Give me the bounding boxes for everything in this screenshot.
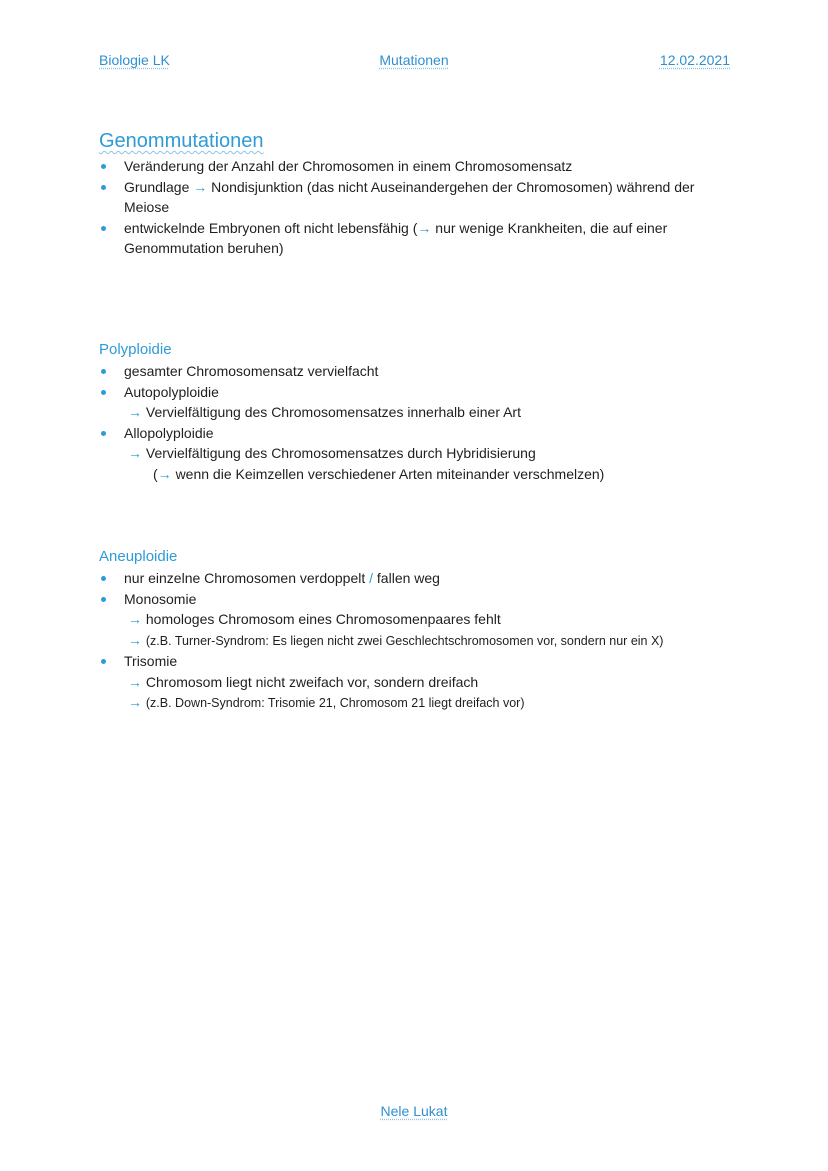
bullet-icon bbox=[101, 185, 106, 190]
slash-separator: / bbox=[369, 570, 374, 586]
bullet-icon bbox=[101, 369, 106, 374]
list-item: Autopolyploidie bbox=[99, 382, 739, 403]
section-title-aneuploidie: Aneuploidie bbox=[99, 548, 178, 565]
arrow-right-icon: → bbox=[417, 219, 432, 236]
list-item: entwickelnde Embryonen oft nicht lebensfähig (→ nur wenige Krankheiten, die auf einer Genommutation beruhen) bbox=[99, 218, 739, 259]
bullet-icon bbox=[101, 576, 106, 581]
arrow-right-icon: → bbox=[128, 673, 142, 690]
arrow-right-icon: → bbox=[193, 178, 208, 195]
header-date: 12.02.2021 bbox=[659, 52, 730, 68]
bullet-icon bbox=[101, 431, 106, 436]
sub-item: → Vervielfältigung des Chromosomensatzes durch Hybridisierung bbox=[128, 445, 536, 461]
bullet-icon bbox=[101, 597, 106, 602]
list-item: Grundlage → Nondisjunktion (das nicht Auseinandergehen der Chromosomen) während der Meiose bbox=[99, 177, 739, 218]
section-title-genommutationen: Genommutationen bbox=[99, 130, 264, 152]
sub-item: → (z.B. Down-Syndrom: Trisomie 21, Chromosom 21 liegt dreifach vor) bbox=[128, 694, 525, 710]
genommutationen-list bbox=[99, 156, 739, 259]
arrow-right-icon: → bbox=[157, 465, 172, 482]
list-item: Trisomie bbox=[99, 651, 759, 672]
aneuploidie-list bbox=[99, 568, 759, 714]
list-item: Monosomie bbox=[99, 589, 759, 610]
list-item: nur einzelne Chromosomen verdoppelt / fallen weg bbox=[99, 568, 759, 589]
bullet-icon bbox=[101, 390, 106, 395]
sub-item: → Vervielfältigung des Chromosomensatzes innerhalb einer Art bbox=[128, 404, 521, 420]
sub-item: → Chromosom liegt nicht zweifach vor, sondern dreifach bbox=[128, 673, 479, 690]
arrow-right-icon: → bbox=[128, 694, 142, 710]
bullet-icon bbox=[101, 164, 106, 169]
list-item: Veränderung der Anzahl der Chromosomen in einem Chromosomensatz bbox=[99, 156, 739, 177]
arrow-right-icon: → bbox=[128, 631, 142, 648]
section-title-polyploidie: Polyploidie bbox=[99, 341, 172, 358]
bullet-icon bbox=[101, 659, 106, 664]
bullet-icon bbox=[101, 226, 106, 231]
footer-author: Nele Lukat bbox=[380, 1103, 448, 1119]
arrow-right-icon: → bbox=[128, 445, 142, 461]
sub-item: (→ wenn die Keimzellen verschiedener Arten miteinander verschmelzen) bbox=[153, 465, 605, 482]
sub-item: → homologes Chromosom eines Chromosomenpaares fehlt bbox=[128, 611, 501, 627]
header-subject: Biologie LK bbox=[99, 52, 170, 68]
arrow-right-icon: → bbox=[128, 404, 142, 420]
list-item: Allopolyploidie bbox=[99, 423, 739, 444]
polyploidie-list bbox=[99, 361, 739, 484]
sub-item: → (z.B. Turner-Syndrom: Es liegen nicht zwei Geschlechtschromosomen vor, sondern nur ein X) bbox=[128, 631, 664, 648]
arrow-right-icon: → bbox=[128, 611, 142, 627]
header-topic: Mutationen bbox=[379, 52, 449, 68]
list-item: gesamter Chromosomensatz vervielfacht bbox=[99, 361, 739, 382]
